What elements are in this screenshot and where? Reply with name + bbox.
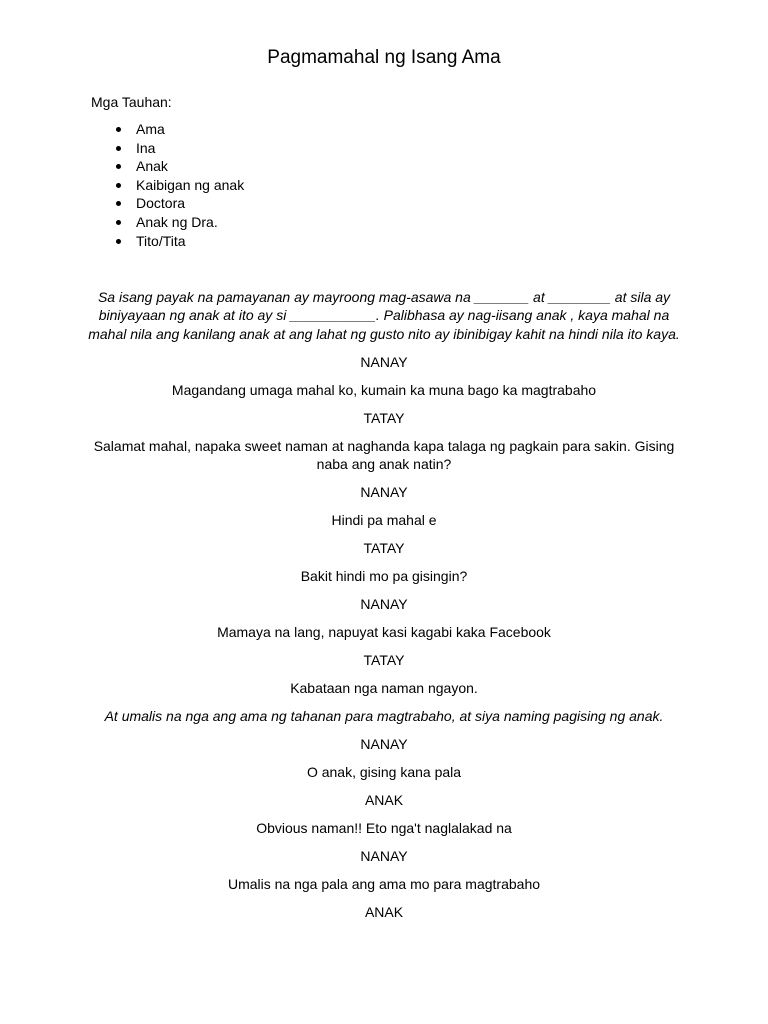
list-item: [91, 213, 244, 232]
speaker-name: NANAY: [360, 595, 408, 612]
list-item: [91, 120, 244, 139]
list-item: [91, 139, 244, 158]
bullet-icon: [116, 220, 121, 225]
bullet-icon: [116, 164, 121, 169]
bullet-icon: [116, 127, 121, 132]
dialogue-line: Magandang umaga mahal ko, kumain ka muna bago ka magtrabaho: [171, 381, 597, 398]
cast-list: [91, 120, 244, 250]
dialogue-line: Obvious naman!! Eto nga't naglalakad na: [256, 820, 512, 837]
cast-member: Kaibigan ng anak: [136, 176, 245, 193]
dialogue-line: Hindi pa mahal e: [331, 511, 437, 528]
dialogue-line: Bakit hindi mo pa gisingin?: [300, 567, 468, 584]
speaker-name: TATAY: [363, 409, 405, 426]
bullet-icon: [116, 239, 121, 244]
cast-member: Ina: [136, 139, 156, 156]
bullet-icon: [116, 146, 121, 151]
list-item: [91, 157, 244, 176]
dialogue-line: Kabataan nga naman ngayon.: [290, 679, 478, 696]
speaker-name: NANAY: [360, 483, 408, 500]
cast-member: Anak: [136, 158, 168, 175]
cast-member: Anak ng Dra.: [136, 213, 218, 230]
speaker-name: ANAK: [364, 904, 404, 921]
bullet-icon: [116, 201, 121, 206]
script-body: [86, 288, 682, 921]
narration-line: At umalis na nga ang ama ng tahanan para magtrabaho, at siya naming pagising ng anak.: [104, 707, 664, 724]
list-item: [91, 176, 244, 195]
dialogue-line: Umalis na nga pala ang ama mo para magtrabaho: [227, 876, 541, 893]
speaker-name: NANAY: [360, 736, 408, 753]
speaker-name: NANAY: [360, 848, 408, 865]
intro-narration: Sa isang payak na pamayanan ay mayroong mag-asawa na _______ at ________ at sila ay biniyayaan ng anak at ito ay si ___________. Palibhasa ay nag-iisang anak , kaya mahal na mahal nila ang kanilang anak at ang lahat ng gusto nito ay ibinibigay kahit na hindi nila ito kaya.: [88, 289, 680, 342]
page-title: Pagmamahal ng Isang Ama: [267, 47, 501, 68]
bullet-icon: [116, 183, 121, 188]
list-item: [91, 194, 244, 213]
speaker-name: NANAY: [360, 353, 408, 370]
list-item: [91, 232, 244, 251]
cast-member: Ama: [136, 121, 165, 137]
dialogue-line: O anak, gising kana pala: [306, 764, 462, 781]
cast-heading: Mga Tauhan:: [91, 94, 172, 110]
speaker-name: ANAK: [364, 792, 404, 809]
speaker-name: TATAY: [363, 651, 405, 668]
cast-member: Tito/Tita: [136, 232, 186, 249]
cast-member: Doctora: [136, 195, 186, 212]
dialogue-line: Salamat mahal, napaka sweet naman at naghanda kapa talaga ng pagkain para sakin. Gising naba ang anak natin?: [93, 437, 675, 472]
speaker-name: TATAY: [363, 539, 405, 556]
dialogue-line: Mamaya na lang, napuyat kasi kagabi kaka Facebook: [217, 623, 551, 640]
